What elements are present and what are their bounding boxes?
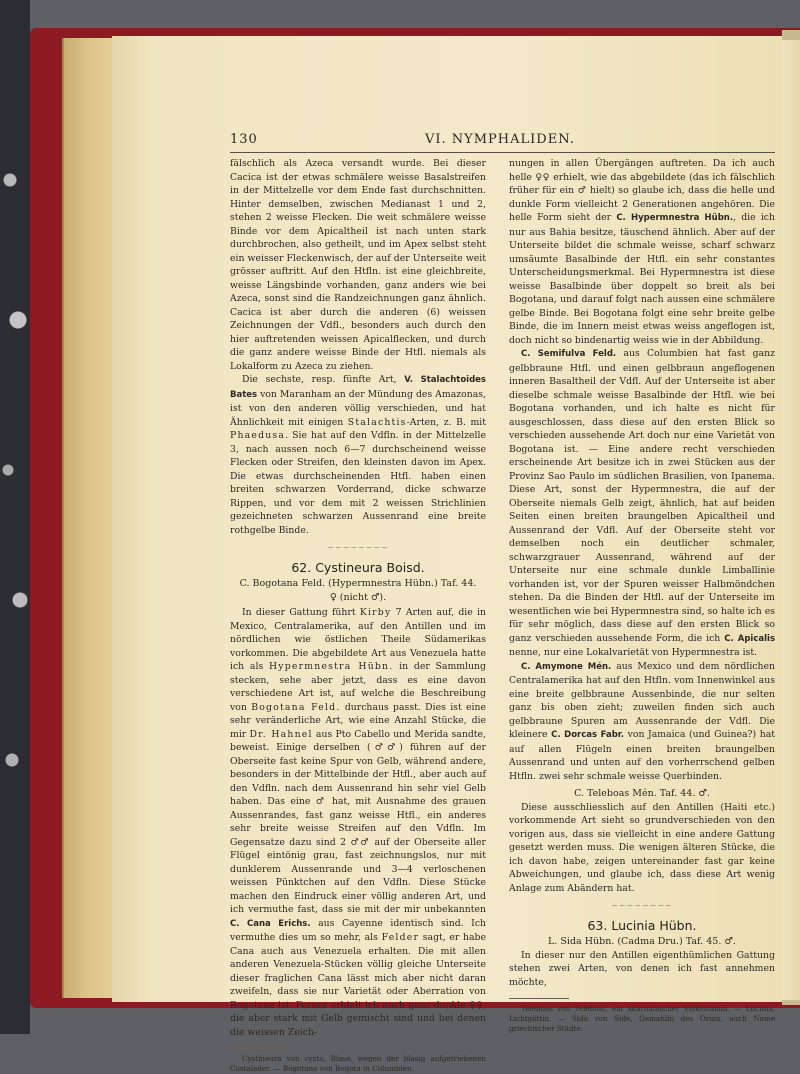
section-title: 62. Cystineura Boisd. xyxy=(291,559,425,575)
header-rule xyxy=(230,152,775,153)
footnote-rule xyxy=(230,1048,290,1049)
footnote-rule xyxy=(509,998,569,999)
section-title: 63. Lucinia Hübn. xyxy=(587,917,697,933)
species-heading: L. Sida Hübn. (Cadma Dru.) Taf. 45. ♂. xyxy=(548,936,736,947)
next-page-edge xyxy=(782,40,800,1000)
footnote: Teleboas von Teleboai, ein akarnanischer Volksstamm. — Lucinia, Lichtgöttin. — Sida von Side, Gemahlin des Orion, auch Name griechischer Städte. xyxy=(509,1004,775,1033)
marbled-cover xyxy=(0,0,30,1034)
paragraph: nungen in allen Übergängen auftreten. Da ich auch helle ♀♀ erhielt, wie das abgebildete (das ich fälschlich früher für ein ♂ hielt) so glaube ich, dass die helle und dunkle Form vielleicht 2 Generationen angehören. Die helle Form sieht der C. Hypermnestra Hübn., die ich nur aus Bahia besitze, täuschend ähnlich. Aber auf der Unterseite bildet die schmale weisse, scharf schwarz umsäumte Basalbinde der Htfl. ein sehr constantes Unterscheidungsmerkmal. Bei Hypermnestra ist diese weisse Basalbinde über doppelt so breit als bei Bogotana, und darauf folgt nach aussen eine schmälere gelbe Binde. Bei Bogotana folgt eine sehr breite gelbe Binde, die im Innern meist etwas weiss angeflogen ist, doch nicht so bindenartig weiss wie in der Abbildung. xyxy=(509,158,775,346)
species-subheading: ♀ (nicht ♂). xyxy=(329,591,387,603)
paragraph: fälschlich als Azeca versandt wurde. Bei dieser Cacica ist der etwas schmälere weisse Basalstreifen in der Mittelzelle vor dem Ende fast durchschnitten. Hinter demselben, zwischen Medianast 1 und 2, stehen 2 weisse Flecken. Die weit schmälere weisse Binde vor dem Apicaltheil ist nach unten stark durchbrochen, also getheilt, und im Apex selbst steht ein weisser Fleckenwisch, der auf der Unterseite weit grösser auftritt. Auf den Htfln. ist eine gleichbreite, weisse Längsbinde vorhanden, ganz anders wie bei Azeca, sonst sind die Randzeichnungen ganz ähnlich. Cacica ist aber durch die anderen (6) weissen Zeichnungen der Vdfl., besonders auch durch den hier auftretenden weissen Apicalflecken, und durch die ganz andere weisse Binde der Htfl. niemals als Lokalform zu Azeca zu ziehen. xyxy=(230,158,486,372)
page-number: 130 xyxy=(230,132,258,147)
paragraph: In dieser nur den Antillen eigenthümlichen Gattung stehen zwei Arten, von denen ich fast annehmen möchte, xyxy=(509,949,775,988)
paragraph: Diese ausschliesslich auf den Antillen (Haiti etc.) vorkommende Art sieht so grundverschieden von den vorigen aus, dass sie vielleicht in eine andere Gattung gesetzt werden muss. Die wenigen älteren Stücke, die ich davon habe, zeigen untereinander fast gar keine Abweichungen, und glaube ich, dass diese Art wenig Anlage zum Abändern hat. xyxy=(509,801,775,894)
paragraph: C. Semifulva Feld. aus Columbien hat fast ganz gelbbraune Htfl. und einen gelbbraun angeflogenen inneren Basaltheil der Vdfl. Auf der Unterseite ist aber dieselbe schmale weisse Basalbinde der Htfl. wie bei Bogotana vorhanden, und ich halte es nicht für ausgeschlossen, dass diese auf den ersten Blick so verschieden aussehende Art doch nur eine Varietät von Bogotana ist. — Eine andere recht verschieden erscheinende Art besitze ich in zwei Stücken aus der Provinz Sao Paulo im südlichen Brasilien, von Ipanema. Diese Art, sonst der Hypermnestra, die auf der Oberseite niemals Gelb zeigt, ähnlich, hat auf beiden Seiten einen breiten braungelben Apicaltheil und Aussenrand der Vdfl. Auf der Oberseite steht vor demselben noch ein deutlicher schmaler, schwarzgrauer Aussenrand, während auf der Unterseite nur eine schmale dunkle Limballinie vorhanden ist, vor der Spuren weisser Halbmöndchen stehen. Da die Binden der Htfl. auf der Unterseite im wesentlichen wie bei Hypermnestra sind, so halte ich es für sehr möglich, dass diese auf den ersten Blick so ganz verschieden aussehende Form, die ich C. Apicalis nenne, nur eine Lokalvarietät von Hypermnestra ist. xyxy=(509,348,776,658)
ornament-divider: ~~~~~~~~ xyxy=(611,901,673,910)
species-heading: C. Bogotana Feld. (Hypermnestra Hübn.) Taf. 44. xyxy=(239,578,477,589)
left-column xyxy=(230,157,486,1074)
right-column xyxy=(509,157,775,1034)
footnote: Cystineura von cysta, Blase, wegen der blasig aufgetriebenen Costalader. — Bogotana von Bogota in Columbien. xyxy=(230,1054,486,1073)
paragraph: Die sechste, resp. fünfte Art, V. Stalachtoides Bates von Maranham an der Mündung des Amazonas, ist von den anderen völlig verschieden, und hat Ähnlichkeit mit einigen Stalachtis-Arten, z. B. mit Phaedusa. Sie hat auf den Vdfln. in der Mittelzelle 3, nach aussen noch 6—7 durchscheinend weisse Flecken oder Streifen, den kleinsten davon im Apex. Die etwas durchscheinenden Htfl. haben einen breiten schwarzen Vorderrand, dicke schwarze Rippen, und vor dem mit 2 weissen Strichlinien gezeichneten schwarzen Aussenrand eine breite rothgelbe Binde. xyxy=(230,374,486,536)
species-heading: C. Teleboas Mén. Taf. 44. ♂. xyxy=(574,788,710,799)
paragraph: In dieser Gattung führt Kirby 7 Arten auf, die in Mexico, Centralamerika, auf den Antillen und im nördlichen wie östlichen Theile Südamerikas vorkommen. Die abgebildete Art aus Venezuela hatte ich als Hypermnestra Hübn. in der Sammlung stecken, sehe aber jetzt, dass es eine davon verschiedene Art ist, auf welche die Beschreibung von Bogotana Feld. durchaus passt. Dies ist eine sehr veränderliche Art, wie eine Anzahl Stücke, die mir Dr. Hahnel aus Pto Cabello und Merida sandte, beweist. Einige derselben (♂♂) führen auf der Oberseite fast keine Spur von Gelb, während andere, besonders in der Mittelbinde der Htfl., aber auch auf den Vdfln. nach dem Aussenrand hin sehr viel Gelb haben. Das eine ♂ hat, mit Ausnahme des grauen Aussenrandes, fast ganz weisse Htfl., ein anderes sehr breite weisse Streifen auf den Vdfln. Im Gegensatze dazu sind 2 ♂♂ auf der Oberseite aller Flügel eintönig grau, fast zeichnungslos, nur mit dunklerem Aussenrande und 3—4 verloschenen weissen Pünktchen auf den Vdfln. Diese Stücke machen den Eindruck einer völlig anderen Art, und ich vermuthe fast, dass sie mit der mir unbekannten C. Cana Erichs. aus Cayenne identisch sind. Ich vermuthe dies um so mehr, als Felder sagt, er habe Cana auch aus Venezuela erhalten. Die mit allen anderen Venezuela-Stücken völlig gleiche Unterseite dieser fraglichen Cana lässt mich aber nicht daran zweifeln, dass sie nur Varietät oder Aberration von Bogotana ist. Ferner erhielt ich auch ganz dunkle ♀♀, die aber stark mit Gelb gemischt sind und bei denen die weissen Zeich- xyxy=(230,607,487,1038)
ornament-divider: ~~~~~~~~ xyxy=(327,543,389,552)
paragraph: C. Amymone Mén. aus Mexico und dem nördlichen Centralamerika hat auf den Htfln. vom Innenwinkel aus eine breite gelbbraune Aussenbinde, die nur selten ganz bis oben zieht; zuweilen finden sich auch gelbbraune Spuren am Aussenrande der Vdfl. Die kleinere C. Dorcas Fabr. von Jamaica (und Guinea?) hat auf allen Flügeln einen breiten braungelben Aussenrand und unten auf den vorherrschend gelben Htfln. zwei sehr schmale weisse Querbinden. xyxy=(509,660,775,782)
chapter-title: VI. NYMPHALIDEN. xyxy=(425,132,575,147)
